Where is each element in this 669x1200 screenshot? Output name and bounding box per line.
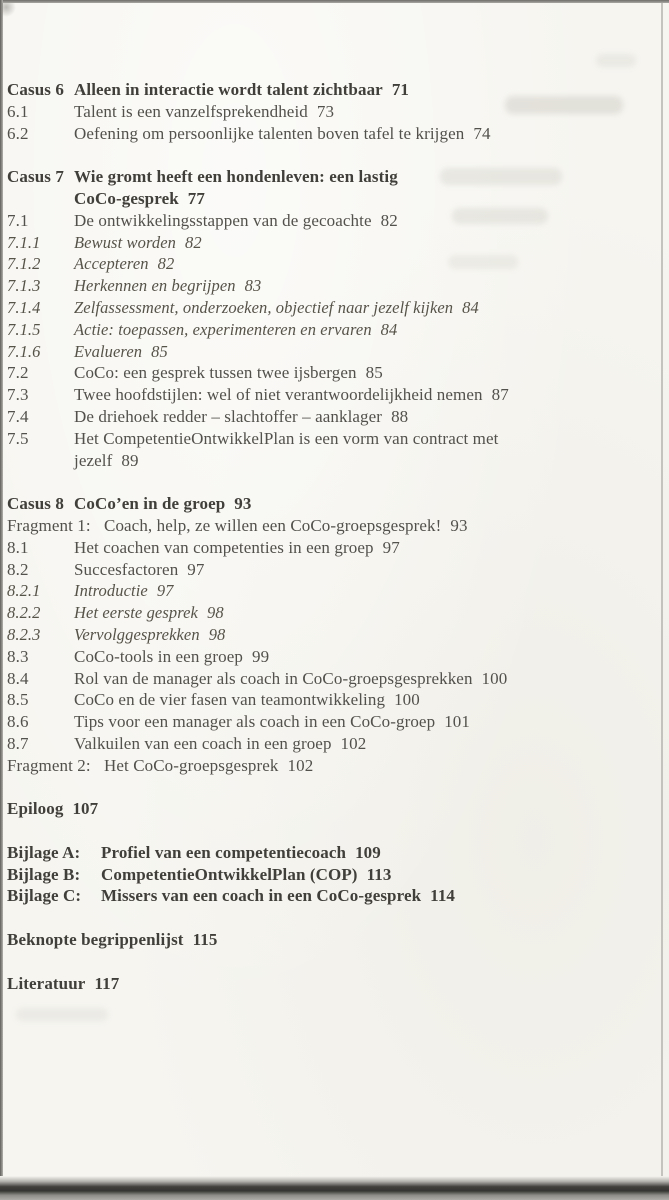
toc-row: [0, 123, 660, 145]
toc-page-number: 109: [355, 842, 381, 862]
toc-row: [0, 297, 660, 319]
toc-entry-title: Vervolggesprekken: [74, 624, 200, 644]
entry-number: 6.2: [7, 123, 29, 143]
toc-page-number: 93: [450, 515, 468, 535]
toc-page-number: 117: [94, 973, 120, 993]
toc-row: [0, 864, 660, 886]
toc-row: [0, 515, 660, 537]
toc-entry-title: Het eerste gesprek: [74, 603, 198, 623]
entry-number: 7.1.1: [7, 232, 41, 252]
toc-row: [0, 428, 660, 450]
toc-entry-title: CompetentieOntwikkelPlan (COP): [101, 864, 358, 884]
toc-page-number: 83: [244, 276, 262, 296]
toc-row: [0, 973, 660, 995]
toc-row: [0, 362, 660, 384]
toc-entry-title: CoCo-gesprek: [74, 188, 179, 208]
table-of-contents: [0, 79, 660, 994]
toc-page-number: 114: [430, 886, 456, 906]
entry-number: 8.3: [7, 646, 29, 666]
toc-page-number: 93: [234, 494, 252, 514]
toc-entry-title: Beknopte begrippenlijst: [7, 930, 184, 950]
toc-entry-title: Introductie: [74, 581, 148, 601]
entry-number: 8.2.3: [7, 624, 41, 644]
toc-page-number: 100: [394, 690, 420, 710]
toc-page-number: 82: [184, 232, 202, 252]
toc-row: [0, 319, 660, 341]
toc-row: [0, 602, 660, 624]
entry-number: 7.1.5: [7, 319, 41, 339]
toc-entry-title: Alleen in interactie wordt talent zichtbaar: [74, 80, 383, 99]
toc-page-number: 98: [206, 603, 224, 623]
toc-entry-title: Oefening om persoonlijke talenten boven tafel te krijgen: [74, 123, 465, 143]
toc-entry-title: Talent is een vanzelfsprekendheid: [74, 101, 308, 121]
scan-corner-mark: [2, 3, 16, 17]
entry-number: 7.5: [7, 428, 29, 448]
toc-blank-line: [0, 951, 660, 973]
entry-number: 8.1: [7, 537, 29, 557]
toc-row: [0, 537, 660, 559]
toc-page-number: 97: [382, 537, 400, 557]
toc-row: [0, 210, 660, 232]
entry-number: 8.2.2: [7, 603, 41, 623]
toc-page-number: 100: [481, 668, 508, 688]
toc-entry-title: De ontwikkelingsstappen van de gecoachte: [74, 210, 372, 230]
entry-number: 7.1: [7, 210, 29, 230]
toc-entry-title: Evalueren: [74, 341, 143, 361]
entry-number: 8.6: [7, 712, 29, 732]
toc-blank-line: [0, 471, 660, 493]
entry-number: 6.1: [7, 101, 29, 121]
toc-entry-title: Coach, help, ze willen een CoCo-groepsgesprek!: [104, 515, 442, 535]
toc-page-number: 97: [156, 581, 174, 601]
toc-page-number: 73: [316, 101, 335, 121]
toc-row: [0, 384, 660, 406]
toc-page-number: 85: [365, 363, 383, 383]
toc-page-number: 89: [121, 450, 139, 470]
toc-blank-line: [0, 144, 660, 166]
appendix-label: Bijlage A:: [7, 842, 81, 862]
toc-page-number: 84: [380, 319, 398, 339]
toc-entry-title: Twee hoofdstijlen: wel of niet verantwoordelijkheid nemen: [74, 385, 483, 405]
entry-number: 7.4: [7, 406, 29, 426]
chapter-label: Casus 6: [7, 80, 64, 99]
toc-page-number: 85: [151, 341, 168, 361]
toc-page-number: 82: [157, 254, 175, 274]
toc-row: [0, 798, 660, 820]
toc-entry-title: CoCo en de vier fasen van teamontwikkeling: [74, 690, 386, 710]
toc-row: [0, 188, 660, 210]
toc-page-number: 113: [366, 864, 392, 884]
toc-page-number: 102: [287, 755, 314, 775]
appendix-label: Bijlage B:: [7, 864, 81, 884]
toc-entry-title: Het CoCo-groepsgesprek: [104, 755, 279, 775]
toc-entry-title: Het CompetentieOntwikkelPlan is een vorm van contract met: [74, 428, 499, 448]
toc-blank-line: [0, 820, 660, 842]
entry-number: 7.1.6: [7, 341, 41, 361]
toc-entry-title: Valkuilen van een coach in een groep: [74, 733, 332, 753]
toc-entry-title: De driehoek redder – slachtoffer – aanklager: [74, 406, 383, 426]
toc-entry-title: Wie gromt heeft een hondenleven: een lastig: [74, 167, 398, 187]
toc-row: [0, 450, 660, 472]
toc-row: [0, 406, 660, 428]
page-top-edge: [0, 0, 669, 3]
toc-row: [0, 275, 660, 297]
toc-page-number: 71: [391, 80, 410, 99]
fragment-label: Fragment 1:: [7, 515, 91, 535]
entry-number: 8.7: [7, 733, 29, 753]
toc-entry-title: CoCo-tools in een groep: [74, 646, 243, 666]
toc-blank-line: [0, 777, 660, 799]
toc-entry-title: Bewust worden: [74, 232, 176, 252]
toc-page-number: 98: [208, 624, 226, 644]
entry-number: 8.4: [7, 668, 29, 688]
chapter-label: Casus 7: [7, 167, 64, 187]
toc-entry-title: Profiel van een competentiecoach: [101, 842, 347, 862]
entry-number: 7.1.4: [7, 297, 41, 317]
toc-page-number: 107: [72, 799, 99, 819]
entry-number: 7.1.3: [7, 276, 41, 296]
toc-entry-title: jezelf: [74, 450, 113, 470]
toc-entry-title: Tips voor een manager als coach in een CoCo-groep: [74, 712, 436, 732]
toc-entry-title: CoCo: een gesprek tussen twee ijsbergen: [74, 363, 357, 383]
toc-entry-title: Literatuur: [7, 973, 86, 993]
bleedthrough-mark: [596, 54, 636, 67]
toc-page-number: 84: [462, 297, 479, 317]
entry-number: 7.2: [7, 363, 29, 383]
toc-page-number: 88: [391, 406, 409, 426]
toc-page-number: 97: [187, 559, 205, 579]
toc-entry-title: Herkennen en begrijpen: [74, 276, 236, 296]
toc-row: [0, 885, 660, 907]
toc-entry-title: Het coachen van competenties in een groep: [74, 537, 374, 557]
fragment-label: Fragment 2:: [7, 755, 91, 775]
toc-row: [0, 755, 660, 777]
toc-row: [0, 232, 660, 254]
toc-row: [0, 646, 660, 668]
toc-row: [0, 166, 660, 188]
toc-row: [0, 733, 660, 755]
toc-row: [0, 559, 660, 581]
toc-row: [0, 668, 660, 690]
toc-row: [0, 711, 660, 733]
toc-row: [0, 253, 660, 275]
toc-entry-title: CoCo’en in de groep: [74, 494, 226, 514]
toc-entry-title: Rol van de manager als coach in CoCo-groepsgesprekken: [74, 668, 473, 688]
entry-number: 7.3: [7, 385, 29, 405]
toc-row: [0, 580, 660, 602]
toc-entry-title: Epiloog: [7, 799, 64, 819]
entry-number: 7.1.2: [7, 254, 41, 274]
appendix-label: Bijlage C:: [7, 886, 82, 906]
toc-page-number: 101: [444, 712, 470, 732]
toc-row: [0, 101, 660, 123]
toc-page-number: 74: [473, 123, 491, 143]
toc-page-number: 77: [187, 188, 205, 208]
chapter-label: Casus 8: [7, 494, 64, 514]
toc-page-number: 82: [380, 210, 398, 230]
toc-row: [0, 842, 660, 864]
page-bottom-edge: [0, 1176, 669, 1200]
toc-row: [0, 79, 660, 101]
toc-row: [0, 341, 660, 363]
page-right-edge: [661, 3, 663, 1183]
entry-number: 8.2: [7, 559, 29, 579]
toc-entry-title: Accepteren: [74, 254, 149, 274]
entry-number: 8.2.1: [7, 581, 41, 601]
toc-row: [0, 929, 660, 951]
toc-row: [0, 689, 660, 711]
toc-page-number: 115: [192, 930, 218, 950]
bleedthrough-mark: [16, 1008, 108, 1021]
toc-row: [0, 624, 660, 646]
toc-page-number: 87: [491, 385, 509, 405]
toc-blank-line: [0, 907, 660, 929]
toc-row: [0, 493, 660, 515]
toc-page-number: 102: [340, 733, 367, 753]
entry-number: 8.5: [7, 690, 29, 710]
toc-entry-title: Zelfassessment, onderzoeken, objectief naar jezelf kijken: [74, 297, 454, 317]
toc-entry-title: Actie: toepassen, experimenteren en ervaren: [74, 319, 372, 339]
toc-page-number: 99: [251, 646, 270, 666]
toc-entry-title: Succesfactoren: [74, 559, 179, 579]
toc-entry-title: Missers van een coach in een CoCo-gesprek: [101, 886, 422, 906]
